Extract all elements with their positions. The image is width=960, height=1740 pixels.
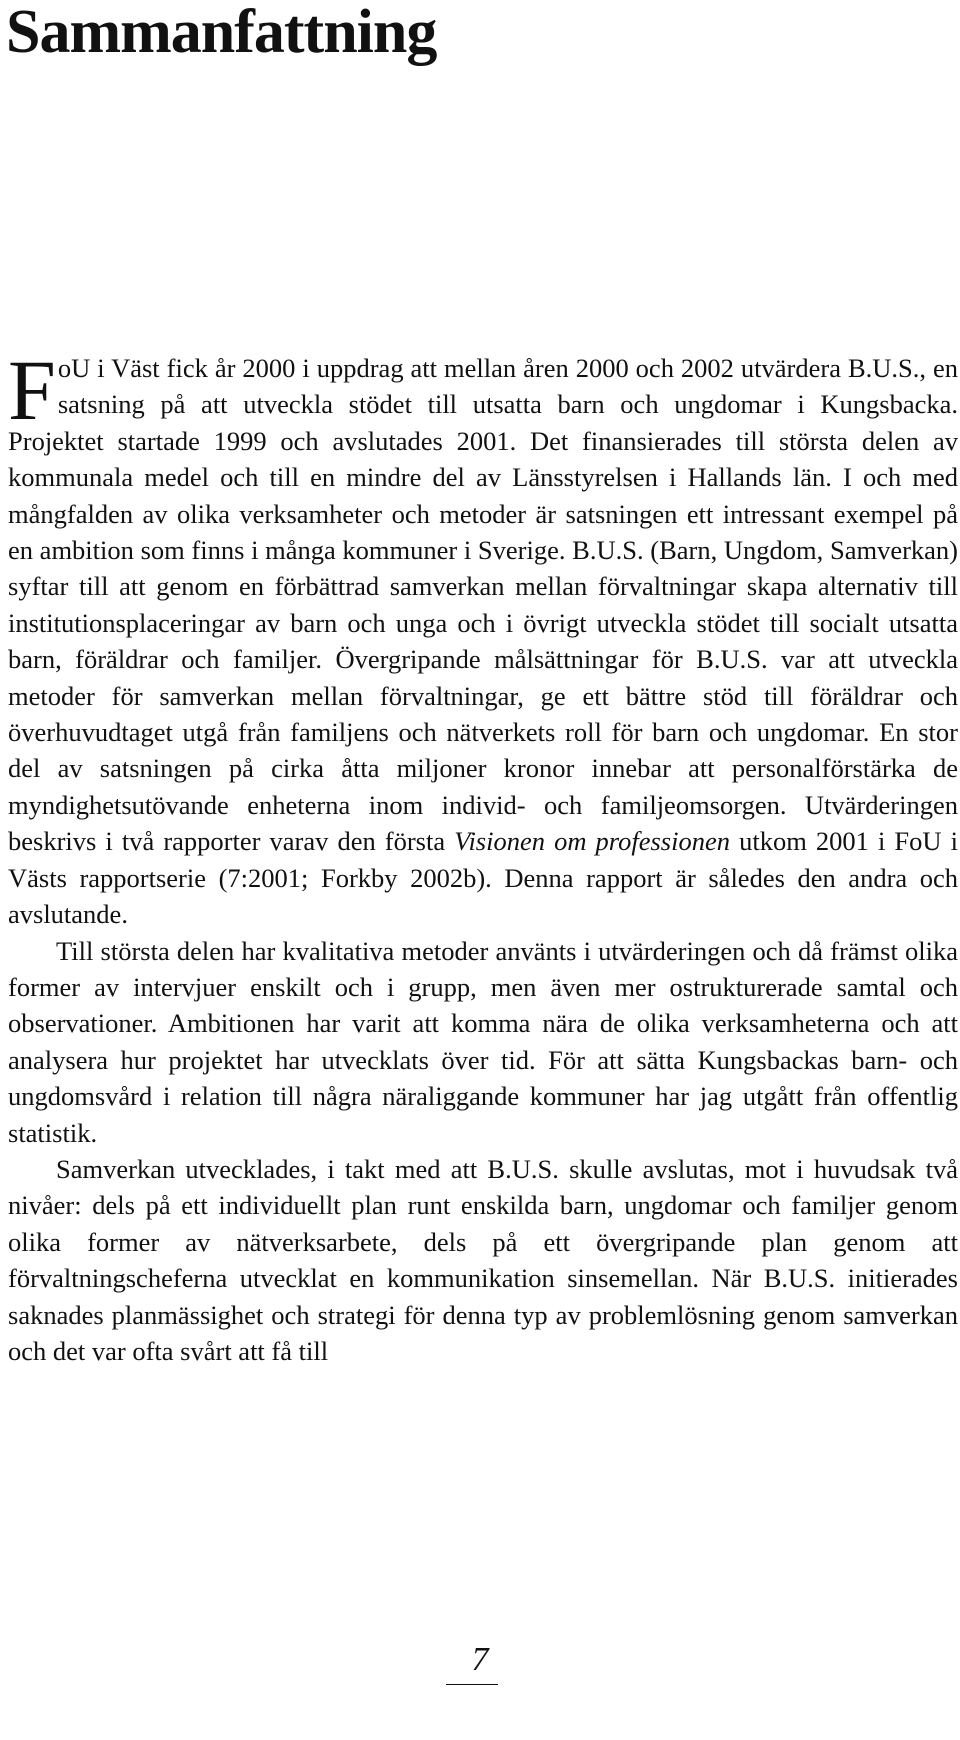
report-title: Visionen om professionen — [454, 826, 730, 857]
paragraph-3: Samverkan utvecklades, i takt med att B.U.S. skulle avslutas, mot i huvudsak två nivåer: dels på ett individuellt plan runt enskilda barn, ungdomar och familjer genom olika former av nätverksarbete, dels på ett övergripande plan genom att förvaltningscheferna utvecklat en kommunikation sinsemellan. När B.U.S. initierades saknades planmässighet och strategi för denna typ av problemlösning genom samverkan och det var ofta svårt att få till — [8, 1153, 958, 1366]
page-number: 7 — [471, 1641, 489, 1678]
paragraph-1-text-b: utkom 2001 i FoU i Västs rapportserie (7:2001; Forkby 2002b). Denna rapport är således den andra och avslutande. — [8, 826, 958, 930]
page-title: Sammanfattning — [6, 0, 437, 66]
paragraph-2: Till största delen har kvalitativa metoder använts i utvärderingen och då främst olika former av intervjuer enskilt och i grupp, men även mer ostrukturerade samtal och observationer. Ambitionen har varit att komma nära de olika verksamheterna och att analysera hur projektet har utvecklats över tid. För att sätta Kungsbackas barn- och ungdomsvård i relation till några näraliggande kommuner har jag utgått från offentlig statistik. — [8, 935, 958, 1148]
summary-body — [8, 342, 958, 1369]
paragraph-1 — [8, 342, 958, 933]
paragraph-1-text-a: oU i Väst fick år 2000 i uppdrag att mellan åren 2000 och 2002 utvärdera B.U.S., en satsning på att utveckla stödet till utsatta barn och ungdomar i Kungsbacka. Projektet startade 1999 och avslutades 2001. Det finansierades till största delen av kommunala medel och till en mindre del av Länsstyrelsen i Hallands län. I och med mångfalden av olika verksamheter och metoder är satsningen ett intressant exempel på en ambition som finns i många kommuner i Sverige. B.U.S. (Barn, Ungdom, Samverkan) syftar till att genom en förbättrad samverkan mellan förvaltningar skapa alternativ till institutionsplaceringar av barn och unga och i övrigt utveckla stödet till socialt utsatta barn, föräldrar och familjer. Övergripande målsättningar för B.U.S. var att utveckla metoder för samverkan mellan förvaltningar, ge ett bättre stöd till föräldrar och överhuvudtaget utgå från familjens och nätverkets roll för barn och ungdomar. En stor del av satsningen på cirka åtta miljoner kronor innebar att personalförstärka de myndighetsutövande enheterna inom individ- och familjeomsorgen. Utvärderingen beskrivs i två rapporter varav den första — [8, 353, 958, 857]
drop-cap: F — [8, 342, 56, 438]
page-number-rule — [446, 1684, 498, 1685]
